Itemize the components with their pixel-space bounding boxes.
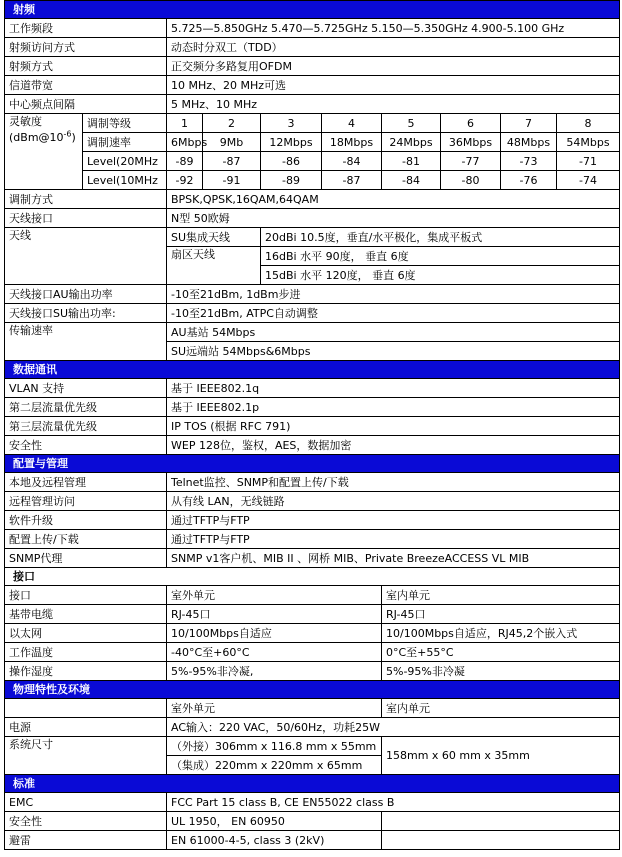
section-header-standards: 标准	[5, 775, 620, 793]
level-row-label: 调制等级	[83, 114, 167, 133]
power-label: 电源	[5, 718, 167, 737]
upgrade-value: 通过TFTP与FTP	[167, 511, 620, 530]
ethernet-indoor: 10/100Mbps自适应，RJ45,2个嵌入式	[382, 624, 620, 643]
rate-cell: 12Mbps	[261, 133, 322, 152]
local-mgmt-label: 本地及远程管理	[5, 473, 167, 492]
modulation-value: BPSK,QPSK,16QAM,64QAM	[167, 190, 620, 209]
baseband-outdoor: RJ-45口	[167, 605, 382, 624]
size-indoor: 158mm x 60 mm x 35mm	[382, 737, 620, 775]
power-value: AC输入：220 VAC，50/60Hz，功耗25W	[167, 718, 382, 737]
baseband-indoor: RJ-45口	[382, 605, 620, 624]
au-power-value: -10至21dBm, 1dBm步进	[167, 285, 620, 304]
sector-spec-15dbi: 15dBi 水平 120度， 垂直 6度	[261, 266, 620, 285]
l3-priority-label: 第三层流量优先级	[5, 417, 167, 436]
vlan-value: 基于 IEEE802.1q	[167, 379, 620, 398]
sensitivity-label-line1: 灵敏度	[9, 115, 42, 128]
std-safety-blank	[382, 812, 620, 831]
rate-cell: 54Mbps	[557, 133, 620, 152]
level-10mhz-cell: -80	[441, 171, 501, 190]
level-10mhz-cell: -74	[557, 171, 620, 190]
upgrade-label: 软件升级	[5, 511, 167, 530]
security-value: WEP 128位，鉴权，AES，数据加密	[167, 436, 620, 455]
phys-blank-header	[5, 699, 167, 718]
level-20mhz-cell: -81	[382, 152, 441, 171]
sector-spec-16dbi: 16dBi 水平 90度， 垂直 6度	[261, 247, 620, 266]
su-power-value: -10至21dBm, ATPC自动调整	[167, 304, 620, 323]
power-value-spill	[382, 718, 620, 737]
level-10mhz-cell: -84	[382, 171, 441, 190]
level-20mhz-cell: -87	[203, 152, 261, 171]
level-cell: 7	[501, 114, 557, 133]
snmp-label: SNMP代理	[5, 549, 167, 568]
std-safety-value: UL 1950， EN 60950	[167, 812, 382, 831]
tx-rate-label: 传输速率	[5, 323, 167, 361]
temperature-indoor: 0°C至+55°C	[382, 643, 620, 662]
section-header-rf: 射频	[5, 1, 620, 19]
access-label: 射频访问方式	[5, 38, 167, 57]
vlan-label: VLAN 支持	[5, 379, 167, 398]
access-value: 动态时分双工（TDD）	[167, 38, 620, 57]
emc-label: EMC	[5, 793, 167, 812]
emc-value: FCC Part 15 class B, CE EN55022 class B	[167, 793, 382, 812]
spacing-label: 中心频点间隔	[5, 95, 167, 114]
su-power-label: 天线接口SU输出功率:	[5, 304, 167, 323]
level-cell: 3	[261, 114, 322, 133]
level-20mhz-cell: -73	[501, 152, 557, 171]
iface-header-label: 接口	[5, 586, 167, 605]
level-cell: 4	[322, 114, 382, 133]
iface-indoor-header: 室内单元	[382, 586, 620, 605]
security-label: 安全性	[5, 436, 167, 455]
bandwidth-value: 10 MHz、20 MHz可选	[167, 76, 620, 95]
section-header-physical: 物理特性及环境	[5, 681, 620, 699]
freq-label: 工作频段	[5, 19, 167, 38]
mode-label: 射频方式	[5, 57, 167, 76]
level-cell: 1	[167, 114, 203, 133]
level-10mhz-cell: -92	[167, 171, 203, 190]
level-cell: 5	[382, 114, 441, 133]
phys-indoor-header: 室内单元	[382, 699, 620, 718]
level-cell: 8	[557, 114, 620, 133]
su-integrated-spec: 20dBi 10.5度，垂直/水平极化，集成平板式	[261, 228, 620, 247]
rate-row-label: 调制速率	[83, 133, 167, 152]
rate-cell: 18Mbps	[322, 133, 382, 152]
lightning-value: EN 61000-4-5, class 3 (2kV)	[167, 831, 382, 850]
humidity-label: 操作湿度	[5, 662, 167, 681]
std-safety-label: 安全性	[5, 812, 167, 831]
l3-priority-value: IP TOS (根据 RFC 791)	[167, 417, 620, 436]
config-value: 通过TFTP与FTP	[167, 530, 620, 549]
modulation-label: 调制方式	[5, 190, 167, 209]
level-10mhz-cell: -87	[322, 171, 382, 190]
ethernet-label: 以太网	[5, 624, 167, 643]
level-20mhz-cell: -71	[557, 152, 620, 171]
size-outdoor-external: （外接）306mm x 116.8 mm x 55mm	[167, 737, 382, 756]
iface-outdoor-header: 室外单元	[167, 586, 382, 605]
su-integrated-antenna: SU集成天线	[167, 228, 261, 247]
phys-outdoor-header: 室外单元	[167, 699, 382, 718]
snmp-value: SNMP v1客户机、MIB II 、网桥 MIB、Private BreezeACCESS VL MIB	[167, 549, 620, 568]
sensitivity-label-line2: $(dBm@10^{-6})$	[9, 129, 76, 144]
rate-cell: 24Mbps	[382, 133, 441, 152]
section-header-mgmt: 配置与管理	[5, 455, 620, 473]
rate-cell: 6Mbps	[167, 133, 203, 152]
spacing-value: 5 MHz、10 MHz	[167, 95, 620, 114]
antenna-interface-label: 天线接口	[5, 209, 167, 228]
remote-mgmt-label: 远程管理访问	[5, 492, 167, 511]
tx-rate-au: AU基站 54Mbps	[167, 323, 620, 342]
sensitivity-label	[5, 114, 83, 190]
mode-value: 正交频分多路复用OFDM	[167, 57, 620, 76]
size-label: 系统尺寸	[5, 737, 167, 775]
lightning-label: 避雷	[5, 831, 167, 850]
humidity-indoor: 5%-95%非冷凝	[382, 662, 620, 681]
level-10mhz-label: Level(10MHz	[83, 171, 167, 190]
level-20mhz-label: Level(20MHz	[83, 152, 167, 171]
humidity-outdoor: 5%-95%非冷凝,	[167, 662, 382, 681]
remote-mgmt-value: 从有线 LAN，无线链路	[167, 492, 620, 511]
emc-value-spill	[382, 793, 620, 812]
level-10mhz-cell: -89	[261, 171, 322, 190]
section-header-data: 数据通讯	[5, 361, 620, 379]
rate-cell: 36Mbps	[441, 133, 501, 152]
level-cell: 6	[441, 114, 501, 133]
l2-priority-label: 第二层流量优先级	[5, 398, 167, 417]
bandwidth-label: 信道带宽	[5, 76, 167, 95]
level-20mhz-cell: -77	[441, 152, 501, 171]
local-mgmt-value: Telnet监控、SNMP和配置上传/下载	[167, 473, 620, 492]
level-20mhz-cell: -89	[167, 152, 203, 171]
lightning-blank	[382, 831, 620, 850]
level-10mhz-cell: -91	[203, 171, 261, 190]
section-header-interface: 接口	[5, 568, 620, 586]
ethernet-outdoor: 10/100Mbps自适应	[167, 624, 382, 643]
baseband-label: 基带电缆	[5, 605, 167, 624]
antenna-interface-value: N型 50欧姆	[167, 209, 620, 228]
rate-cell: 48Mbps	[501, 133, 557, 152]
level-20mhz-cell: -86	[261, 152, 322, 171]
au-power-label: 天线接口AU输出功率	[5, 285, 167, 304]
size-outdoor-integrated: （集成）220mm x 220mm x 65mm	[167, 756, 382, 775]
sector-antenna: 扇区天线	[167, 247, 261, 285]
freq-value: 5.725—5.850GHz 5.470—5.725GHz 5.150—5.350GHz 4.900-5.100 GHz	[167, 19, 620, 38]
l2-priority-value: 基于 IEEE802.1p	[167, 398, 620, 417]
temperature-label: 工作温度	[5, 643, 167, 662]
level-10mhz-cell: -76	[501, 171, 557, 190]
temperature-outdoor: -40°C至+60°C	[167, 643, 382, 662]
level-cell: 2	[203, 114, 261, 133]
config-label: 配置上传/下载	[5, 530, 167, 549]
rate-cell: 9Mb	[203, 133, 261, 152]
spec-table	[4, 0, 620, 850]
level-20mhz-cell: -84	[322, 152, 382, 171]
antenna-label: 天线	[5, 228, 167, 285]
tx-rate-su: SU远端站 54Mbps&6Mbps	[167, 342, 620, 361]
